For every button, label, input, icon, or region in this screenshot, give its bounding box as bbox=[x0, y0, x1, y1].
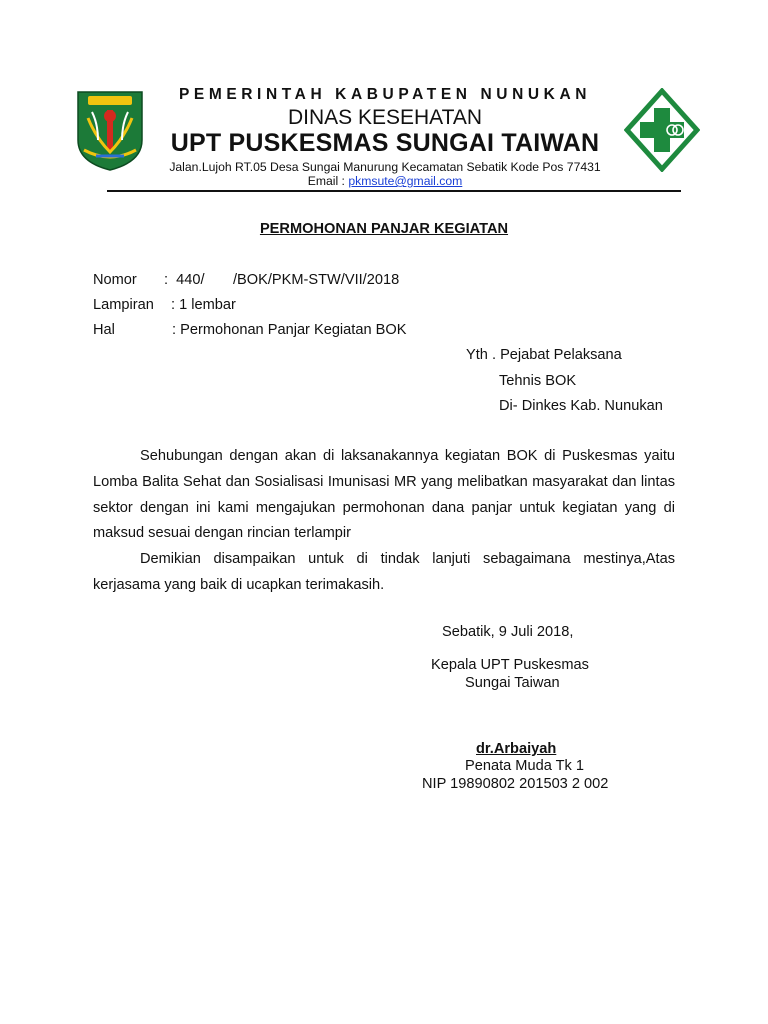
body-paragraph-1: Sehubungan dengan akan di laksanakannya kegiatan BOK di Puskesmas yaitu Lomba Balita Sehat dan Sosialisasi Imunisasi MR yang melibatkan masyarakat dan lintas sektor dengan ini kami mengajukan permohonan dana panjar untuk kegiatan yang di maksud sesuai dengan rincian terlampir bbox=[93, 448, 675, 542]
signatory-position-2: Sungai Taiwan bbox=[465, 675, 560, 691]
unit-name: UPT PUSKESMAS SUNGAI TAIWAN bbox=[170, 129, 600, 157]
lampiran-label: Lampiran bbox=[93, 297, 154, 313]
addressee-line-1: Yth . Pejabat Pelaksana bbox=[466, 347, 622, 363]
address-line: Jalan.Lujoh RT.05 Desa Sungai Manurung Kecamatan Sebatik Kode Pos 77431 bbox=[169, 160, 601, 174]
addressee-line-2: Tehnis BOK bbox=[499, 373, 577, 389]
hal-label: Hal bbox=[93, 322, 115, 338]
email-line bbox=[140, 174, 630, 188]
puskesmas-cross-icon bbox=[624, 88, 700, 172]
government-name: PEMERINTAH KABUPATEN NUNUKAN bbox=[178, 86, 592, 103]
nomor-value: : 440/ /BOK/PKM-STW/VII/2018 bbox=[164, 272, 400, 288]
signatory-nip: NIP 19890802 201503 2 002 bbox=[422, 776, 609, 792]
department-name: DINAS KESEHATAN bbox=[287, 106, 483, 129]
letter-body bbox=[93, 444, 675, 599]
signatory-rank: Penata Muda Tk 1 bbox=[465, 758, 584, 774]
addressee-line-3: Di- Dinkes Kab. Nunukan bbox=[499, 398, 663, 414]
letter-title: PERMOHONAN PANJAR KEGIATAN bbox=[259, 221, 509, 237]
hal-value: : Permohonan Panjar Kegiatan BOK bbox=[172, 322, 407, 338]
email-link[interactable]: pkmsute@gmail.com bbox=[348, 174, 463, 188]
nomor-label: Nomor bbox=[93, 272, 137, 288]
signatory-position-1: Kepala UPT Puskesmas bbox=[431, 657, 589, 673]
regency-coat-of-arms-icon bbox=[74, 88, 146, 172]
email-label: Email : bbox=[307, 174, 349, 188]
place-date: Sebatik, 9 Juli 2018, bbox=[442, 624, 574, 640]
signatory-name: dr.Arbaiyah bbox=[476, 741, 557, 757]
body-paragraph-2: Demikian disampaikan untuk di tindak lanjuti sebagaimana mestinya,Atas kerjasama yang baik di ucapkan terimakasih. bbox=[93, 551, 675, 593]
letterhead-divider bbox=[107, 190, 681, 192]
lampiran-value: : 1 lembar bbox=[171, 297, 236, 313]
